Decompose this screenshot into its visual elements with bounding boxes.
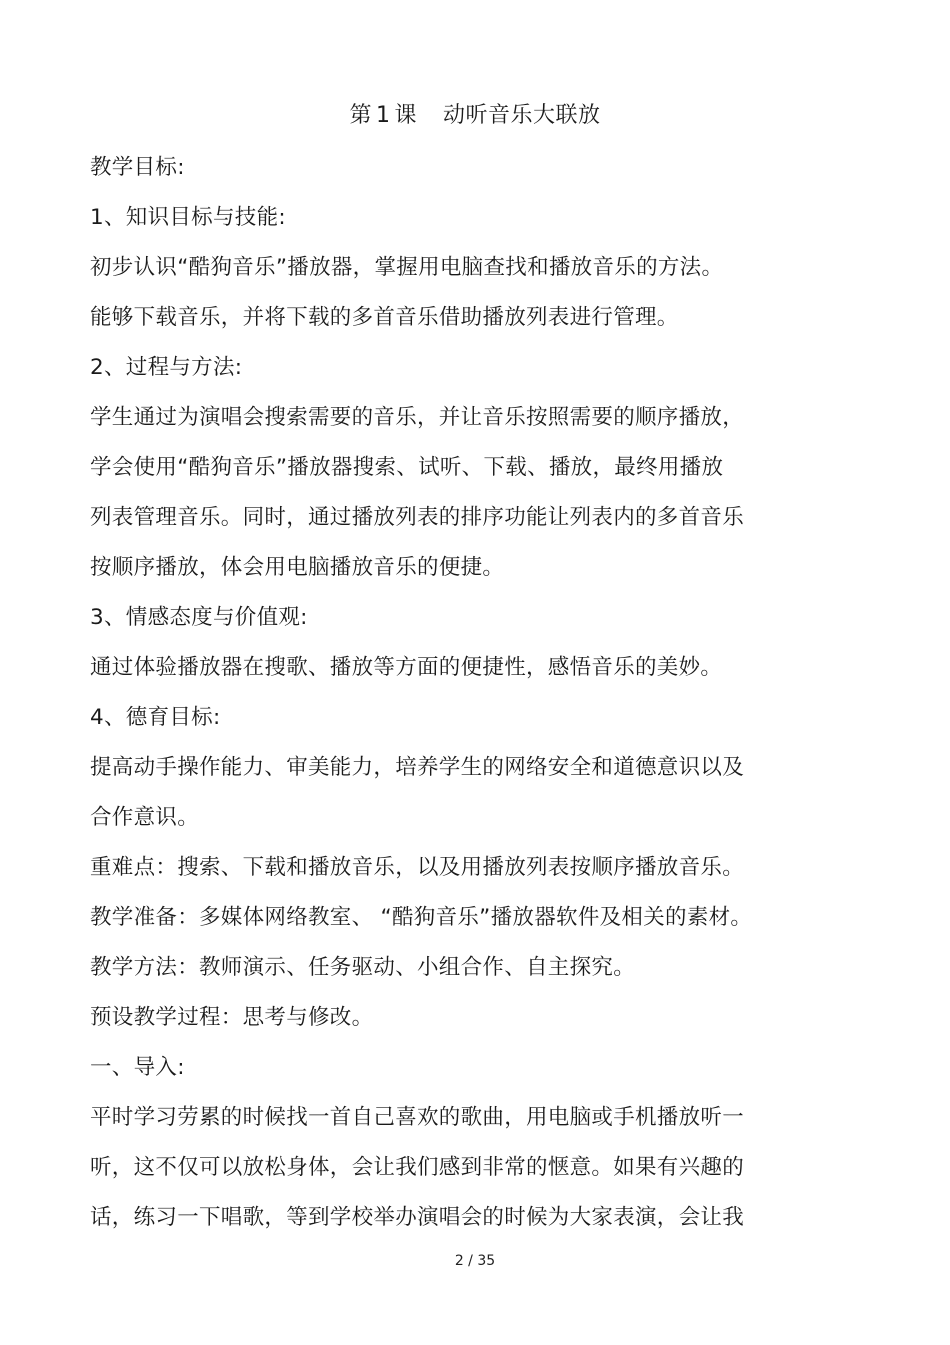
text-line: 列表管理音乐。同时，通过播放列表的排序功能让列表内的多首音乐	[90, 505, 745, 530]
title-text: 动听音乐大联放	[443, 103, 601, 128]
text-line: 教学目标:	[90, 155, 185, 180]
text-line: 合作意识。	[90, 805, 200, 830]
text-line: 话，练习一下唱歌，等到学校举办演唱会的时候为大家表演，会让我	[90, 1205, 745, 1230]
text-line: 教学准备：多媒体网络教室、 “酷狗音乐”播放器软件及相关的素材。	[90, 905, 753, 930]
title-unit: 课	[394, 103, 417, 128]
text-line: 提高动手操作能力、审美能力，培养学生的网络安全和道德意识以及	[90, 755, 745, 780]
text-line: 2、过程与方法:	[90, 355, 243, 380]
text-line: 通过体验播放器在搜歌、播放等方面的便捷性，感悟音乐的美妙。	[90, 655, 723, 680]
text-line: 学会使用“酷狗音乐”播放器搜索、试听、下载、播放，最终用播放	[90, 455, 724, 480]
text-line: 重难点：搜索、下载和播放音乐，以及用播放列表按顺序播放音乐。	[90, 855, 745, 880]
lesson-title	[0, 100, 950, 132]
page-number: 2 / 35	[454, 1253, 496, 1269]
text-line: 预设教学过程：思考与修改。	[90, 1005, 374, 1030]
text-line: 能够下载音乐，并将下载的多首音乐借助播放列表进行管理。	[90, 305, 679, 330]
text-line: 一、导入:	[90, 1055, 185, 1080]
document-body	[90, 150, 910, 1250]
text-line: 听，这不仅可以放松身体，会让我们感到非常的惬意。如果有兴趣的	[90, 1155, 745, 1180]
title-number: 1	[375, 103, 391, 128]
text-line: 1、知识目标与技能:	[90, 205, 286, 230]
text-line: 平时学习劳累的时候找一首自己喜欢的歌曲，用电脑或手机播放听一	[90, 1105, 745, 1130]
text-line: 学生通过为演唱会搜索需要的音乐，并让音乐按照需要的顺序播放，	[90, 405, 745, 430]
text-line: 4、德育目标:	[90, 705, 221, 730]
text-line: 初步认识“酷狗音乐”播放器，掌握用电脑查找和播放音乐的方法。	[90, 255, 724, 280]
text-line: 按顺序播放，体会用电脑播放音乐的便捷。	[90, 555, 505, 580]
title-prefix: 第	[349, 103, 372, 128]
text-line: 3、情感态度与价值观:	[90, 605, 308, 630]
text-line: 教学方法：教师演示、任务驱动、小组合作、自主探究。	[90, 955, 636, 980]
